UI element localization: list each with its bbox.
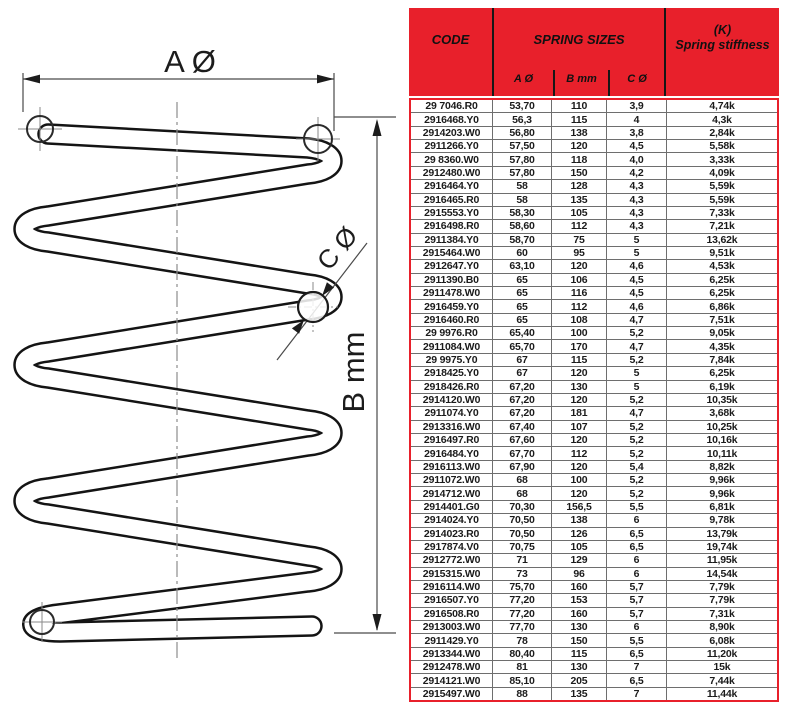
table-cell-b: 118: [551, 153, 606, 165]
table-cell-c: 3,8: [606, 127, 666, 139]
table-cell-c: 5,5: [606, 501, 666, 513]
table-cell-a: 88: [492, 688, 551, 700]
table-cell-a: 65,70: [492, 340, 551, 352]
table-cell-c: 6: [606, 554, 666, 566]
table-cell-a: 58: [492, 194, 551, 206]
table-body: [409, 98, 779, 702]
table-cell-c: 4,3: [606, 194, 666, 206]
table-row: [411, 286, 777, 299]
table-cell-a: 58: [492, 180, 551, 192]
table-cell-code: 2914401.G0: [423, 500, 480, 513]
table-cell-b: 170: [551, 340, 606, 352]
table-cell-b: 135: [551, 194, 606, 206]
table-cell-c: 7: [606, 661, 666, 673]
table-cell-code: 2915497.W0: [422, 687, 481, 700]
table-cell-code: 2913344.W0: [422, 647, 481, 660]
table-cell-c: 5,2: [606, 474, 666, 486]
table-cell-k: 8,82k: [666, 461, 777, 473]
table-cell-a: 70,30: [492, 501, 551, 513]
table-cell-c: 4,6: [606, 260, 666, 272]
table-cell-a: 53,70: [492, 100, 551, 112]
table-cell-code: 2916464.Y0: [424, 180, 479, 193]
table-cell-k: 6,08k: [666, 634, 777, 646]
table-cell-k: 7,51k: [666, 314, 777, 326]
table-cell-code: 2918426.R0: [423, 380, 480, 393]
table-cell-c: 5,2: [606, 434, 666, 446]
table-cell-c: 3,9: [606, 100, 666, 112]
table-cell-a: 63,10: [492, 260, 551, 272]
table-cell-code: 2916465.R0: [423, 193, 480, 206]
table-cell-b: 115: [551, 648, 606, 660]
table-row: [411, 553, 777, 566]
table-cell-k: 6,25k: [666, 274, 777, 286]
table-cell-c: 5,2: [606, 327, 666, 339]
table-cell-k: 11,95k: [666, 554, 777, 566]
table-cell-b: 106: [551, 274, 606, 286]
label-c-diameter: C Ø: [310, 220, 364, 276]
table-cell-k: 3,68k: [666, 407, 777, 419]
table-header: [409, 8, 779, 96]
table-cell-k: 7,31k: [666, 608, 777, 620]
table-row: [411, 166, 777, 179]
table-cell-c: 4,5: [606, 140, 666, 152]
table-cell-code: 2914203.W0: [422, 126, 481, 139]
table-row: [411, 206, 777, 219]
table-cell-a: 80,40: [492, 648, 551, 660]
table-row: [411, 540, 777, 553]
table-cell-a: 78: [492, 634, 551, 646]
table-cell-b: 150: [551, 634, 606, 646]
table-cell-code: 2915553.Y0: [424, 207, 479, 220]
table-cell-k: 10,35k: [666, 394, 777, 406]
table-cell-code: 2916507.Y0: [424, 594, 479, 607]
table-cell-k: 6,25k: [666, 367, 777, 379]
table-cell-k: 5,58k: [666, 140, 777, 152]
table-cell-k: 10,11k: [666, 447, 777, 459]
table-cell-b: 120: [551, 394, 606, 406]
table-cell-code: 2918425.Y0: [424, 367, 479, 380]
table-cell-a: 70,50: [492, 514, 551, 526]
table-cell-a: 65: [492, 300, 551, 312]
table-row: [411, 687, 777, 700]
table-cell-b: 115: [551, 113, 606, 125]
table-cell-a: 67,40: [492, 421, 551, 433]
table-cell-a: 73: [492, 568, 551, 580]
table-cell-b: 110: [551, 100, 606, 112]
table-cell-code: 2911384.Y0: [424, 233, 479, 246]
table-cell-k: 7,44k: [666, 674, 777, 686]
sub-header-a-diameter: A Ø: [513, 73, 534, 85]
table-cell-a: 67,20: [492, 407, 551, 419]
table-cell-k: 9,51k: [666, 247, 777, 259]
table-cell-b: 75: [551, 234, 606, 246]
table-cell-code: 2916497.R0: [423, 434, 480, 447]
table-cell-code: 2912647.Y0: [424, 260, 479, 273]
table-cell-code: 2916460.R0: [423, 313, 480, 326]
label-b-length: B mm: [336, 331, 371, 413]
table-cell-code: 2911072.W0: [423, 474, 480, 487]
table-cell-b: 150: [551, 167, 606, 179]
table-cell-b: 105: [551, 541, 606, 553]
table-cell-c: 4,5: [606, 287, 666, 299]
table-row: [411, 380, 777, 393]
table-row: [411, 233, 777, 246]
table-cell-a: 56,3: [492, 113, 551, 125]
table-row: [411, 420, 777, 433]
table-row: [411, 433, 777, 446]
table-cell-code: 2916484.Y0: [424, 447, 479, 460]
table-cell-c: 4: [606, 113, 666, 125]
table-row: [411, 567, 777, 580]
table-cell-code: 2914120.W0: [422, 394, 481, 407]
table-cell-c: 5,5: [606, 634, 666, 646]
table-row: [411, 139, 777, 152]
table-cell-code: 2916459.Y0: [424, 300, 479, 313]
table-row: [411, 500, 777, 513]
table-cell-c: 4,7: [606, 340, 666, 352]
sub-header-row: [494, 70, 664, 96]
table-cell-k: 7,21k: [666, 220, 777, 232]
table-cell-a: 57,50: [492, 140, 551, 152]
table-cell-b: 120: [551, 367, 606, 379]
table-cell-a: 68: [492, 474, 551, 486]
table-cell-c: 5,4: [606, 461, 666, 473]
table-row: [411, 460, 777, 473]
label-a-diameter: A Ø: [164, 44, 216, 79]
table-row: [411, 527, 777, 540]
table-cell-b: 160: [551, 608, 606, 620]
table-cell-k: 5,59k: [666, 194, 777, 206]
table-cell-a: 67: [492, 354, 551, 366]
table-cell-k: 15k: [666, 661, 777, 673]
table-cell-b: 100: [551, 327, 606, 339]
table-cell-k: 4,74k: [666, 100, 777, 112]
table-cell-k: 9,96k: [666, 474, 777, 486]
table-row: [411, 593, 777, 606]
table-cell-code: 2912772.W0: [422, 554, 481, 567]
table-cell-c: 6: [606, 514, 666, 526]
table-cell-k: 11,20k: [666, 648, 777, 660]
table-cell-b: 138: [551, 127, 606, 139]
table-cell-k: 7,79k: [666, 594, 777, 606]
table-cell-code: 2912478.W0: [422, 661, 481, 674]
table-cell-a: 70,75: [492, 541, 551, 553]
table-cell-b: 120: [551, 140, 606, 152]
table-cell-k: 5,59k: [666, 180, 777, 192]
spring-table-panel: [409, 8, 779, 702]
table-cell-code: 2916468.Y0: [424, 113, 479, 126]
table-row: [411, 259, 777, 272]
table-cell-a: 65: [492, 314, 551, 326]
table-cell-b: 116: [551, 287, 606, 299]
table-cell-k: 3,33k: [666, 153, 777, 165]
table-row: [411, 513, 777, 526]
table-row: [411, 179, 777, 192]
table-cell-a: 77,20: [492, 594, 551, 606]
table-cell-a: 70,50: [492, 528, 551, 540]
table-cell-k: 4,09k: [666, 167, 777, 179]
table-row: [411, 660, 777, 673]
table-cell-c: 5,2: [606, 421, 666, 433]
table-cell-a: 81: [492, 661, 551, 673]
table-cell-k: 9,96k: [666, 487, 777, 499]
table-cell-b: 105: [551, 207, 606, 219]
table-cell-b: 156,5: [551, 501, 606, 513]
table-cell-c: 4,3: [606, 180, 666, 192]
table-cell-b: 120: [551, 260, 606, 272]
table-cell-c: 5,2: [606, 394, 666, 406]
table-cell-a: 85,10: [492, 674, 551, 686]
table-cell-b: 138: [551, 514, 606, 526]
table-cell-k: 4,3k: [666, 113, 777, 125]
table-cell-b: 108: [551, 314, 606, 326]
table-cell-a: 67,20: [492, 394, 551, 406]
table-cell-c: 4,6: [606, 300, 666, 312]
table-cell-b: 115: [551, 354, 606, 366]
table-cell-k: 19,74k: [666, 541, 777, 553]
table-cell-k: 6,25k: [666, 287, 777, 299]
col-header-code-label: CODE: [431, 31, 470, 47]
table-row: [411, 100, 777, 112]
table-cell-a: 75,70: [492, 581, 551, 593]
table-cell-k: 6,81k: [666, 501, 777, 513]
table-cell-c: 5,7: [606, 581, 666, 593]
table-cell-c: 5,2: [606, 447, 666, 459]
table-cell-k: 9,78k: [666, 514, 777, 526]
table-row: [411, 406, 777, 419]
table-cell-b: 130: [551, 661, 606, 673]
table-cell-code: 2911084.W0: [423, 340, 480, 353]
table-row: [411, 353, 777, 366]
table-cell-code: 2917874.V0: [424, 541, 479, 554]
table-cell-b: 112: [551, 220, 606, 232]
table-cell-code: 2915315.W0: [422, 567, 481, 580]
table-cell-b: 153: [551, 594, 606, 606]
table-cell-a: 58,30: [492, 207, 551, 219]
col-header-stiffness-k: (K): [713, 23, 732, 37]
table-cell-k: 13,79k: [666, 528, 777, 540]
table-cell-c: 6,5: [606, 648, 666, 660]
dimension-a: [23, 73, 334, 131]
table-cell-code: 29 8360.W0: [424, 153, 479, 166]
table-cell-b: 112: [551, 300, 606, 312]
table-cell-a: 56,80: [492, 127, 551, 139]
table-cell-b: 128: [551, 180, 606, 192]
table-cell-b: 205: [551, 674, 606, 686]
table-cell-k: 6,19k: [666, 381, 777, 393]
table-row: [411, 633, 777, 646]
table-cell-code: 2911266.Y0: [424, 140, 479, 153]
table-cell-code: 2912480.W0: [422, 166, 481, 179]
table-row: [411, 273, 777, 286]
table-cell-a: 71: [492, 554, 551, 566]
table-cell-c: 4,3: [606, 220, 666, 232]
table-row: [411, 647, 777, 660]
table-cell-k: 10,25k: [666, 421, 777, 433]
table-cell-c: 5: [606, 381, 666, 393]
table-cell-code: 2914121.W0: [422, 674, 481, 687]
table-row: [411, 620, 777, 633]
table-cell-k: 10,16k: [666, 434, 777, 446]
table-cell-a: 68: [492, 487, 551, 499]
table-cell-b: 181: [551, 407, 606, 419]
table-cell-k: 9,05k: [666, 327, 777, 339]
col-header-stiffness-label: Spring stiffness: [675, 38, 770, 52]
table-row: [411, 473, 777, 486]
table-cell-b: 107: [551, 421, 606, 433]
table-cell-c: 4,3: [606, 207, 666, 219]
table-row: [411, 299, 777, 312]
table-cell-c: 6,5: [606, 528, 666, 540]
table-cell-b: 120: [551, 487, 606, 499]
table-cell-k: 13,62k: [666, 234, 777, 246]
table-cell-a: 58,60: [492, 220, 551, 232]
col-header-spring-sizes-label: SPRING SIZES: [533, 31, 625, 47]
table-row: [411, 366, 777, 379]
table-cell-c: 4,2: [606, 167, 666, 179]
table-cell-a: 77,70: [492, 621, 551, 633]
table-cell-code: 2914023.R0: [423, 527, 480, 540]
table-cell-c: 5: [606, 234, 666, 246]
table-cell-c: 6,5: [606, 674, 666, 686]
table-cell-c: 7: [606, 688, 666, 700]
table-cell-b: 135: [551, 688, 606, 700]
sub-header-b-length: B mm: [553, 70, 608, 96]
table-cell-code: 2916498.R0: [423, 220, 480, 233]
table-cell-c: 4,5: [606, 274, 666, 286]
table-cell-a: 67,90: [492, 461, 551, 473]
table-cell-a: 67,60: [492, 434, 551, 446]
table-cell-c: 4,0: [606, 153, 666, 165]
table-row: [411, 580, 777, 593]
table-row: [411, 486, 777, 499]
table-cell-k: 4,35k: [666, 340, 777, 352]
table-row: [411, 446, 777, 459]
table-cell-code: 2913003.W0: [422, 621, 481, 634]
table-cell-a: 67,20: [492, 381, 551, 393]
table-cell-code: 2916508.R0: [423, 607, 480, 620]
table-cell-code: 2915464.W0: [422, 247, 481, 260]
table-cell-c: 4,7: [606, 314, 666, 326]
table-cell-k: 8,90k: [666, 621, 777, 633]
table-row: [411, 393, 777, 406]
table-row: [411, 313, 777, 326]
table-cell-b: 95: [551, 247, 606, 259]
table-cell-k: 14,54k: [666, 568, 777, 580]
table-cell-b: 112: [551, 447, 606, 459]
table-row: [411, 219, 777, 232]
table-cell-b: 126: [551, 528, 606, 540]
table-row: [411, 126, 777, 139]
table-cell-b: 120: [551, 461, 606, 473]
table-cell-code: 2914712.W0: [422, 487, 481, 500]
table-row: [411, 607, 777, 620]
table-cell-code: 2916113.W0: [423, 460, 480, 473]
table-row: [411, 673, 777, 686]
table-cell-a: 65: [492, 287, 551, 299]
col-header-code: [409, 8, 492, 96]
table-cell-a: 67: [492, 367, 551, 379]
table-cell-k: 2,84k: [666, 127, 777, 139]
table-cell-c: 5: [606, 367, 666, 379]
table-cell-b: 129: [551, 554, 606, 566]
col-header-stiffness: [666, 8, 779, 96]
table-cell-a: 58,70: [492, 234, 551, 246]
table-row: [411, 193, 777, 206]
table-cell-a: 77,20: [492, 608, 551, 620]
table-cell-b: 96: [551, 568, 606, 580]
table-cell-a: 57,80: [492, 153, 551, 165]
table-cell-b: 100: [551, 474, 606, 486]
table-cell-k: 7,84k: [666, 354, 777, 366]
table-cell-code: 2911390.B0: [424, 273, 479, 286]
table-cell-code: 2911429.Y0: [424, 634, 479, 647]
table-row: [411, 246, 777, 259]
table-cell-a: 65,40: [492, 327, 551, 339]
table-cell-code: 2911478.W0: [423, 287, 480, 300]
table-cell-k: 6,86k: [666, 300, 777, 312]
table-cell-b: 120: [551, 434, 606, 446]
col-header-spring-sizes: [492, 8, 666, 96]
table-cell-code: 2914024.Y0: [424, 514, 479, 527]
table-cell-k: 7,33k: [666, 207, 777, 219]
sub-header-c-diameter: C Ø: [608, 70, 664, 96]
table-cell-c: 5,2: [606, 487, 666, 499]
table-cell-code: 29 9975.Y0: [425, 354, 478, 366]
table-row: [411, 339, 777, 352]
table-cell-c: 4,7: [606, 407, 666, 419]
table-cell-code: 29 7046.R0: [425, 100, 478, 113]
table-cell-c: 5,7: [606, 608, 666, 620]
spring-coil: [24, 134, 332, 632]
table-cell-b: 130: [551, 621, 606, 633]
table-cell-c: 5,7: [606, 594, 666, 606]
table-cell-code: 29 9976.R0: [425, 327, 478, 340]
table-cell-k: 11,44k: [666, 688, 777, 700]
table-row: [411, 112, 777, 125]
table-cell-k: 7,79k: [666, 581, 777, 593]
table-cell-code: 2913316.W0: [422, 420, 481, 433]
table-cell-a: 57,80: [492, 167, 551, 179]
table-row: [411, 152, 777, 165]
table-cell-b: 160: [551, 581, 606, 593]
table-cell-c: 6: [606, 568, 666, 580]
table-cell-k: 4,53k: [666, 260, 777, 272]
table-cell-b: 130: [551, 381, 606, 393]
table-cell-code: 2911074.Y0: [424, 407, 479, 420]
table-cell-a: 65: [492, 274, 551, 286]
table-cell-c: 5: [606, 247, 666, 259]
table-cell-code: 2916114.W0: [423, 581, 480, 594]
table-cell-c: 6,5: [606, 541, 666, 553]
table-cell-a: 60: [492, 247, 551, 259]
table-cell-c: 6: [606, 621, 666, 633]
table-cell-a: 67,70: [492, 447, 551, 459]
table-row: [411, 326, 777, 339]
table-cell-c: 5,2: [606, 354, 666, 366]
